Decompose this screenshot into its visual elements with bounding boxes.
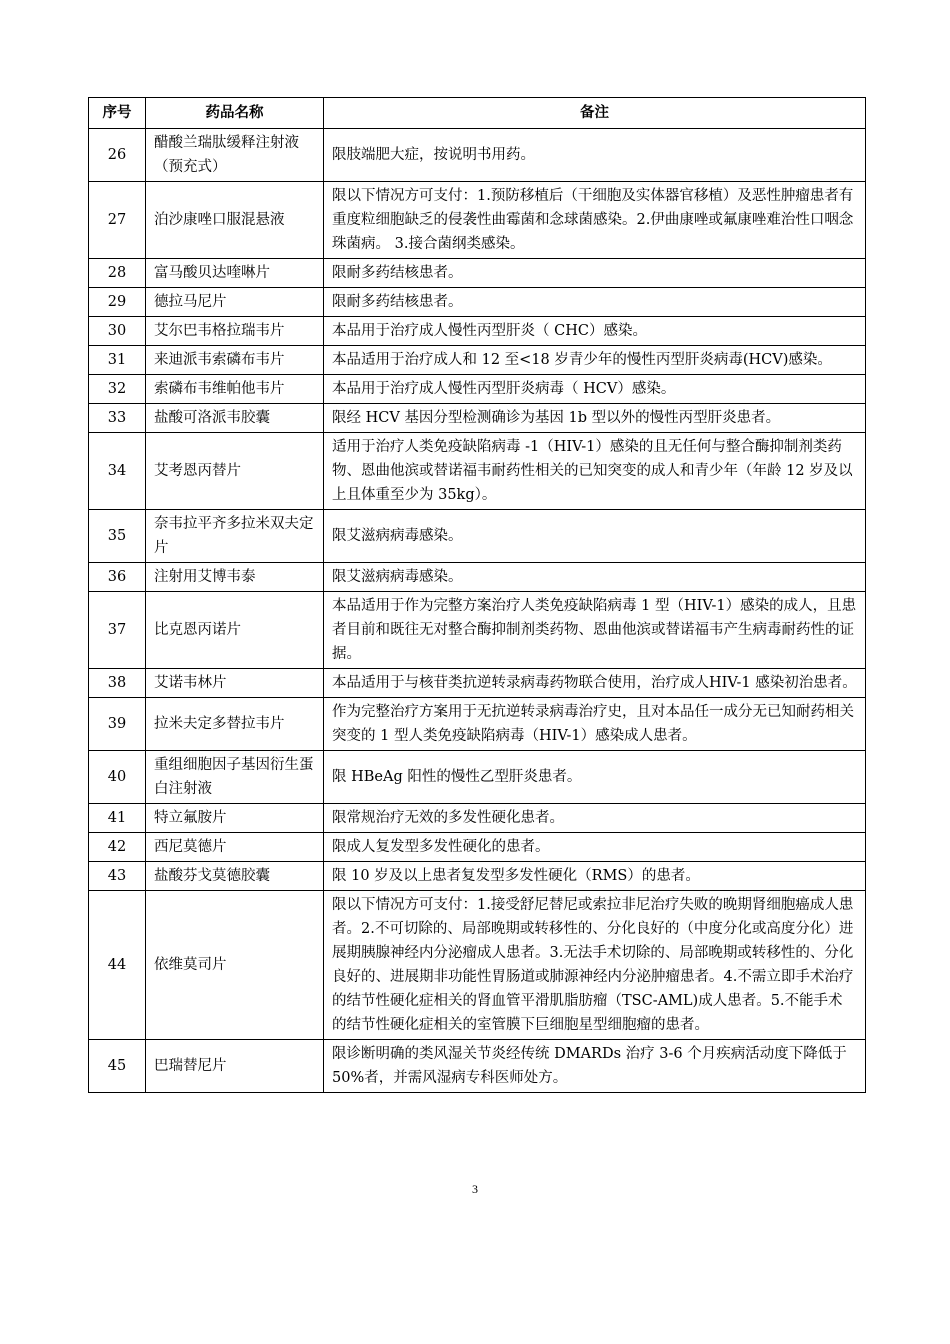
row-number: 33 bbox=[89, 404, 146, 433]
row-note: 限常规治疗无效的多发性硬化患者。 bbox=[324, 804, 866, 833]
row-note: 本品用于治疗成人慢性丙型肝炎（ CHC）感染。 bbox=[324, 317, 866, 346]
row-number: 39 bbox=[89, 698, 146, 751]
row-drug-name: 艾考恩丙替片 bbox=[146, 433, 324, 510]
row-drug-name: 索磷布韦维帕他韦片 bbox=[146, 375, 324, 404]
drug-table bbox=[88, 97, 866, 1093]
row-drug-name: 特立氟胺片 bbox=[146, 804, 324, 833]
table-row bbox=[89, 751, 866, 804]
table-row bbox=[89, 433, 866, 510]
row-note: 限经 HCV 基因分型检测确诊为基因 1b 型以外的慢性丙型肝炎患者。 bbox=[324, 404, 866, 433]
row-number: 45 bbox=[89, 1040, 146, 1093]
header-note: 备注 bbox=[324, 98, 866, 129]
row-drug-name: 醋酸兰瑞肽缓释注射液（预充式） bbox=[146, 129, 324, 182]
row-number: 30 bbox=[89, 317, 146, 346]
row-number: 38 bbox=[89, 669, 146, 698]
page-number: 3 bbox=[472, 1182, 478, 1196]
row-number: 26 bbox=[89, 129, 146, 182]
row-note: 限 HBeAg 阳性的慢性乙型肝炎患者。 bbox=[324, 751, 866, 804]
row-drug-name: 盐酸可洛派韦胶囊 bbox=[146, 404, 324, 433]
row-note: 限艾滋病病毒感染。 bbox=[324, 563, 866, 592]
row-note: 本品适用于作为完整方案治疗人类免疫缺陷病毒 1 型（HIV-1）感染的成人，且患者目前和既往无对整合酶抑制剂类药物、恩曲他滨或替诺福韦产生病毒耐药性的证据。 bbox=[324, 592, 866, 669]
row-number: 43 bbox=[89, 862, 146, 891]
table-row bbox=[89, 259, 866, 288]
row-note: 限耐多药结核患者。 bbox=[324, 288, 866, 317]
row-drug-name: 艾诺韦林片 bbox=[146, 669, 324, 698]
row-note: 本品适用于与核苷类抗逆转录病毒药物联合使用，治疗成人HIV-1 感染初治患者。 bbox=[324, 669, 866, 698]
table-row bbox=[89, 563, 866, 592]
row-number: 42 bbox=[89, 833, 146, 862]
row-drug-name: 巴瑞替尼片 bbox=[146, 1040, 324, 1093]
row-note: 本品适用于治疗成人和 12 至<18 岁青少年的慢性丙型肝炎病毒(HCV)感染。 bbox=[324, 346, 866, 375]
row-note: 限艾滋病病毒感染。 bbox=[324, 510, 866, 563]
table-row bbox=[89, 698, 866, 751]
row-drug-name: 比克恩丙诺片 bbox=[146, 592, 324, 669]
document-page bbox=[88, 97, 865, 1093]
row-number: 27 bbox=[89, 182, 146, 259]
row-drug-name: 重组细胞因子基因衍生蛋白注射液 bbox=[146, 751, 324, 804]
row-drug-name: 西尼莫德片 bbox=[146, 833, 324, 862]
row-number: 41 bbox=[89, 804, 146, 833]
header-drug-name: 药品名称 bbox=[146, 98, 324, 129]
row-note: 限耐多药结核患者。 bbox=[324, 259, 866, 288]
table-row bbox=[89, 510, 866, 563]
table-row bbox=[89, 1040, 866, 1093]
table-row bbox=[89, 833, 866, 862]
row-number: 28 bbox=[89, 259, 146, 288]
row-number: 40 bbox=[89, 751, 146, 804]
row-note: 限以下情况方可支付：1.预防移植后（干细胞及实体器官移植）及恶性肿瘤患者有重度粒细胞缺乏的侵袭性曲霉菌和念球菌感染。2.伊曲康唑或氟康唑难治性口咽念珠菌病。 3.接合菌纲类感染。 bbox=[324, 182, 866, 259]
table-row bbox=[89, 404, 866, 433]
table-row bbox=[89, 346, 866, 375]
row-number: 35 bbox=[89, 510, 146, 563]
row-drug-name: 依维莫司片 bbox=[146, 891, 324, 1040]
row-number: 31 bbox=[89, 346, 146, 375]
row-drug-name: 来迪派韦索磷布韦片 bbox=[146, 346, 324, 375]
row-note: 限肢端肥大症，按说明书用药。 bbox=[324, 129, 866, 182]
table-row bbox=[89, 375, 866, 404]
row-note: 限成人复发型多发性硬化的患者。 bbox=[324, 833, 866, 862]
table-row bbox=[89, 891, 866, 1040]
table-row bbox=[89, 317, 866, 346]
table-row bbox=[89, 592, 866, 669]
row-note: 限以下情况方可支付：1.接受舒尼替尼或索拉非尼治疗失败的晚期肾细胞癌成人患者。2.不可切除的、局部晚期或转移性的、分化良好的（中度分化或高度分化）进展期胰腺神经内分泌瘤成人患者。3.无法手术切除的、局部晚期或转移性的、分化良好的、进展期非功能性胃肠道或肺源神经内分泌肿瘤患者。4.不需立即手术治疗的结节性硬化症相关的肾血管平滑肌脂肪瘤（TSC-AML)成人患者。5.不能手术的结节性硬化症相关的室管膜下巨细胞星型细胞瘤的患者。 bbox=[324, 891, 866, 1040]
row-drug-name: 泊沙康唑口服混悬液 bbox=[146, 182, 324, 259]
table-row bbox=[89, 129, 866, 182]
row-number: 32 bbox=[89, 375, 146, 404]
row-note: 适用于治疗人类免疫缺陷病毒 -1（HIV-1）感染的且无任何与整合酶抑制剂类药物、恩曲他滨或替诺福韦耐药性相关的已知突变的成人和青少年（年龄 12 岁及以上且体重至少为 35kg）。 bbox=[324, 433, 866, 510]
row-number: 34 bbox=[89, 433, 146, 510]
table-row bbox=[89, 288, 866, 317]
row-number: 37 bbox=[89, 592, 146, 669]
row-drug-name: 拉米夫定多替拉韦片 bbox=[146, 698, 324, 751]
table-row bbox=[89, 182, 866, 259]
row-note: 限诊断明确的类风湿关节炎经传统 DMARDs 治疗 3-6 个月疾病活动度下降低于 50%者，并需风湿病专科医师处方。 bbox=[324, 1040, 866, 1093]
row-number: 36 bbox=[89, 563, 146, 592]
row-drug-name: 富马酸贝达喹啉片 bbox=[146, 259, 324, 288]
row-drug-name: 奈韦拉平齐多拉米双夫定片 bbox=[146, 510, 324, 563]
row-note: 作为完整治疗方案用于无抗逆转录病毒治疗史，且对本品任一成分无已知耐药相关突变的 1 型人类免疫缺陷病毒（HIV-1）感染成人患者。 bbox=[324, 698, 866, 751]
header-no: 序号 bbox=[89, 98, 146, 129]
row-note: 本品用于治疗成人慢性丙型肝炎病毒（ HCV）感染。 bbox=[324, 375, 866, 404]
row-drug-name: 注射用艾博韦泰 bbox=[146, 563, 324, 592]
row-note: 限 10 岁及以上患者复发型多发性硬化（RMS）的患者。 bbox=[324, 862, 866, 891]
table-row bbox=[89, 862, 866, 891]
row-drug-name: 盐酸芬戈莫德胶囊 bbox=[146, 862, 324, 891]
row-drug-name: 艾尔巴韦格拉瑞韦片 bbox=[146, 317, 324, 346]
table-row bbox=[89, 804, 866, 833]
row-number: 44 bbox=[89, 891, 146, 1040]
table-row bbox=[89, 669, 866, 698]
table-header-row bbox=[89, 98, 866, 129]
row-drug-name: 德拉马尼片 bbox=[146, 288, 324, 317]
row-number: 29 bbox=[89, 288, 146, 317]
